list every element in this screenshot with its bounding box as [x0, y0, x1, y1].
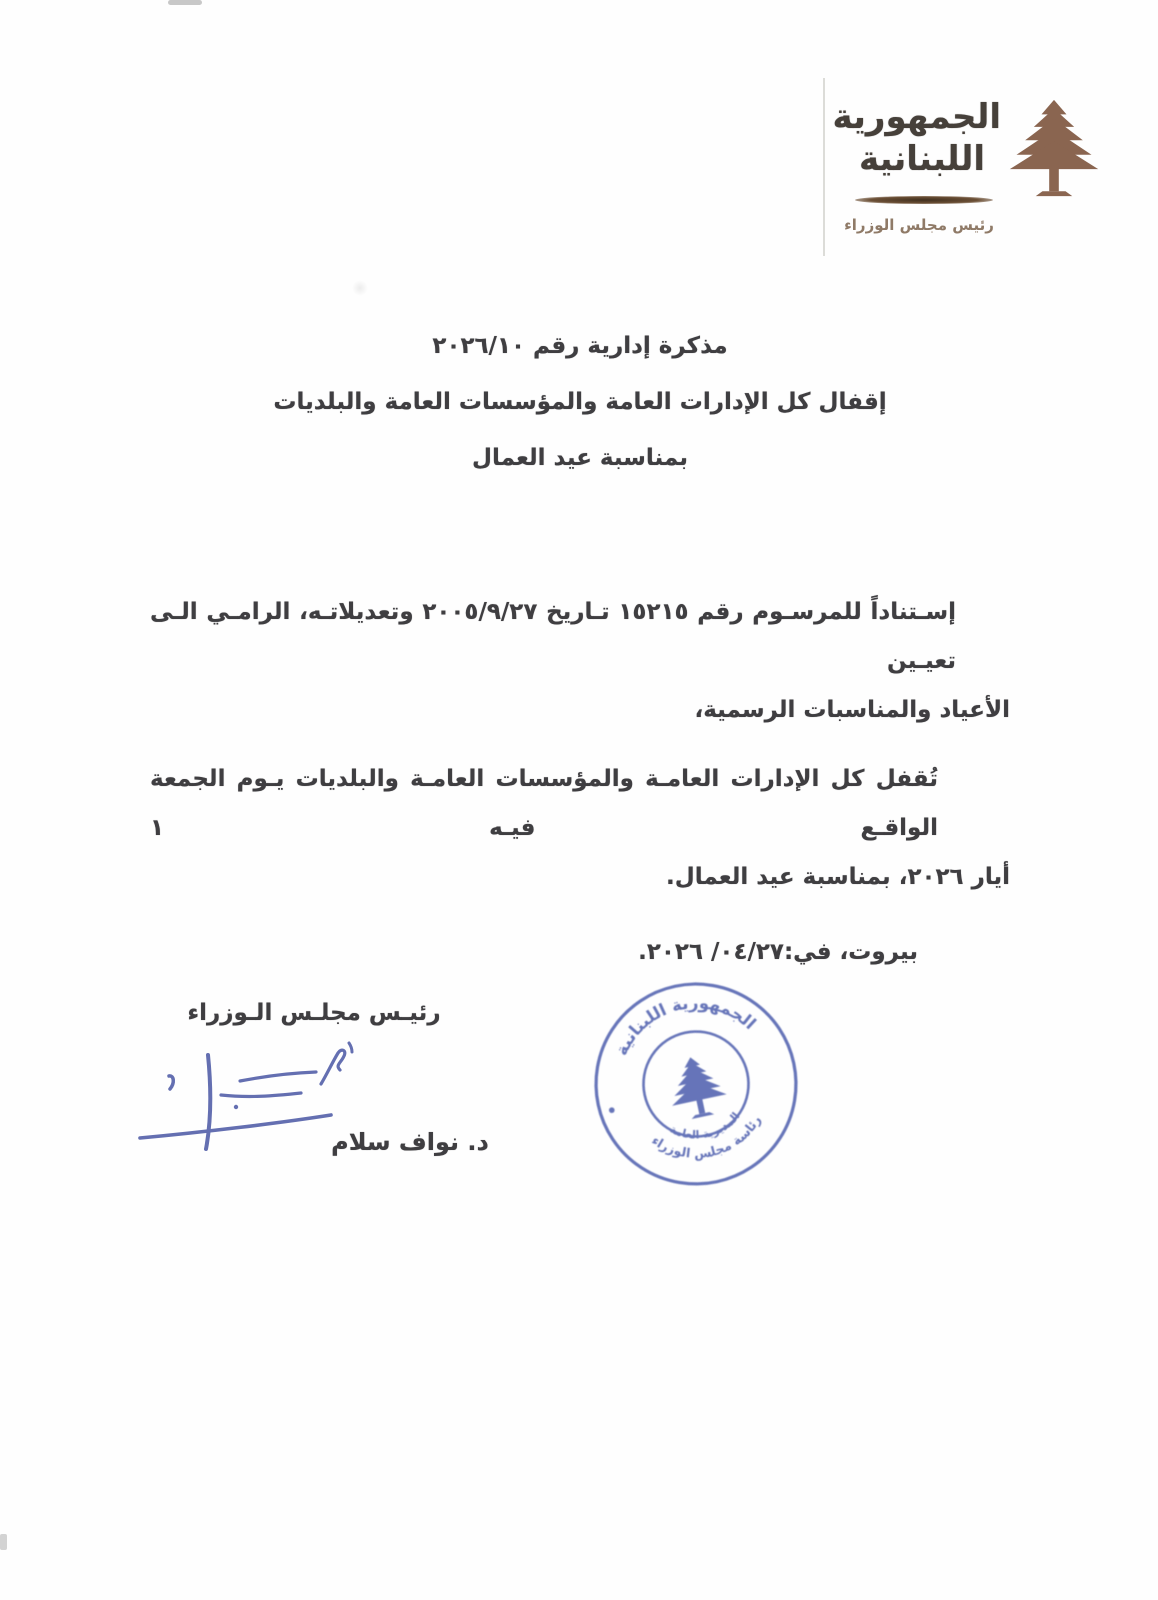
signature-title: رئيـس مجلـس الـوزراء — [187, 1000, 441, 1026]
cedar-tree-icon — [1005, 98, 1103, 198]
memo-title-block — [150, 318, 1010, 486]
paragraph1-line2: الأعياد والمناسبات الرسمية، — [694, 697, 1010, 723]
memo-body — [150, 588, 1010, 977]
memo-subject-line: إقفال كل الإدارات العامة والمؤسسات العامة والبلديات — [273, 389, 887, 415]
letterhead-subtitle: رئيس مجلس الوزراء — [844, 216, 994, 234]
calligraphy-line2: اللبنانية — [858, 139, 986, 179]
letterhead-divider-line — [823, 78, 825, 256]
scan-smudge-bottom-left — [0, 1534, 7, 1550]
date-line: بيروت، في:٠٤/٢٧/ ٢٠٢٦. — [638, 939, 918, 965]
stamp-cedar-icon — [663, 1052, 730, 1123]
republic-calligraphy — [832, 96, 1001, 180]
stamp-ring-text-bottom1: رئاسة مجلس الوزراء — [649, 1112, 764, 1162]
stamp-dot — [608, 1107, 615, 1114]
swoosh-underline — [855, 196, 993, 204]
paragraph2-line2: أيار ٢٠٢٦، بمناسبة عيد العمال. — [666, 864, 1010, 890]
scan-faint-dot — [352, 280, 368, 296]
memo-occasion-line: بمناسبة عيد العمال — [472, 445, 688, 471]
calligraphy-line1: الجمهورية — [832, 97, 1001, 137]
memo-number-line: مذكرة إدارية رقم ٢٠٢٦/١٠ — [432, 333, 728, 359]
stamp-ring-text-top: الجمهورية اللبنانية — [611, 993, 760, 1059]
paragraph1-line1: إسـتناداً للمرسـوم رقم ١٥٢١٥ تـاريخ ٢٠٠٥/٩/٢٧ وتعديلاتـه، الرامـي الـى تعيـين — [150, 599, 956, 674]
scan-smudge-top — [168, 0, 202, 5]
svg-text:رئاسة مجلس الوزراء — [647, 1110, 769, 1171]
stamp-ring-text-bottom2: المديرية العامة — [667, 1109, 743, 1142]
paragraph2-line1: تُقفل كل الإدارات العامـة والمؤسسات العامـة والبلديات يـوم الجمعة الواقـع فيـه ١ — [150, 766, 938, 841]
official-stamp — [570, 958, 821, 1209]
signature-name: د. نواف سلام — [331, 1128, 489, 1156]
